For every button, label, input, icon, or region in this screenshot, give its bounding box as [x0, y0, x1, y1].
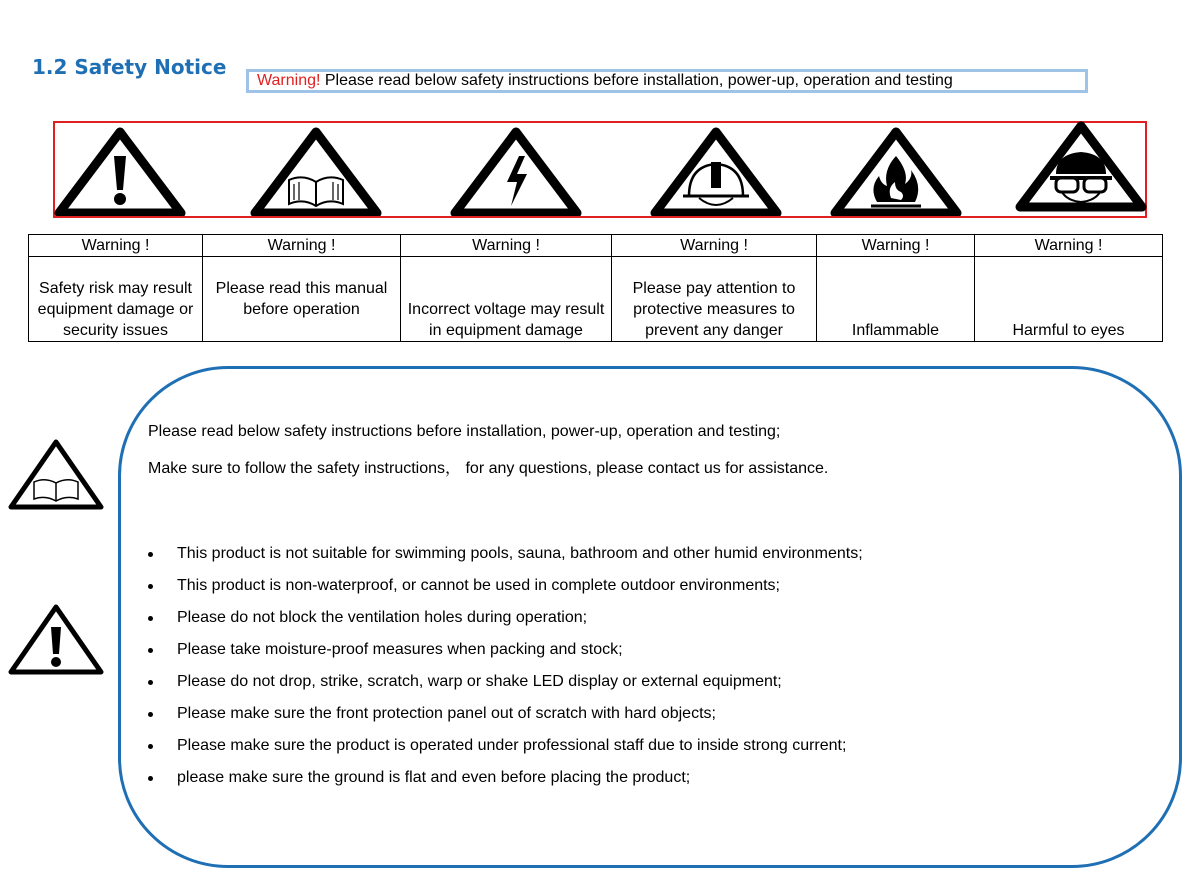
intro-line: Please read below safety instructions before installation, power-up, operation and testing;	[148, 423, 781, 440]
page-title: 1.2 Safety Notice	[32, 55, 227, 79]
bullet-icon	[148, 648, 153, 653]
table-header-cell: Warning !	[29, 235, 203, 257]
bullet-icon	[148, 680, 153, 685]
list-item	[148, 732, 863, 764]
exclamation-icon	[6, 602, 106, 676]
table-header-cell: Warning !	[612, 235, 817, 257]
table-row	[29, 257, 1163, 342]
table-header-cell: Warning !	[817, 235, 975, 257]
table-cell: Incorrect voltage may result in equipment damage	[401, 257, 612, 342]
manual-icon	[6, 437, 106, 511]
warning-label: Warning!	[257, 72, 321, 89]
warning-table	[28, 234, 1163, 342]
list-item-text: Please make sure the product is operated under professional staff due to inside strong current;	[177, 737, 847, 754]
exclamation-icon	[53, 126, 187, 216]
table-header-cell: Warning !	[203, 235, 401, 257]
list-item	[148, 572, 863, 604]
bullet-icon	[148, 776, 153, 781]
bullet-icon	[148, 744, 153, 749]
list-item	[148, 700, 863, 732]
table-header-cell: Warning !	[401, 235, 612, 257]
warning-banner	[246, 69, 1088, 93]
bullet-icon	[148, 616, 153, 621]
list-item	[148, 636, 863, 668]
warning-text: Please read below safety instructions before installation, power-up, operation and testing	[320, 72, 953, 89]
bullet-icon	[148, 552, 153, 557]
table-header-cell: Warning !	[975, 235, 1163, 257]
goggles-icon	[1014, 120, 1148, 214]
flame-icon	[829, 126, 963, 216]
list-item-text: Please do not drop, strike, scratch, warp or shake LED display or external equipment;	[177, 673, 782, 690]
list-item	[148, 604, 863, 636]
hazard-icon-band	[53, 121, 1147, 218]
table-cell: Please read this manual before operation	[203, 257, 401, 342]
intro-line: Make sure to follow the safety instructions， for any questions, please contact us for assistance.	[148, 460, 829, 477]
list-item-text: Please do not block the ventilation holes during operation;	[177, 609, 588, 626]
safety-rules-list	[148, 540, 863, 796]
table-header-row	[29, 235, 1163, 257]
table-cell: Inflammable	[817, 257, 975, 342]
table-cell: Please pay attention to protective measures to prevent any danger	[612, 257, 817, 342]
bullet-icon	[148, 712, 153, 717]
list-item-text: please make sure the ground is flat and even before placing the product;	[177, 769, 691, 786]
list-item	[148, 540, 863, 572]
list-item-text: Please make sure the front protection panel out of scratch with hard objects;	[177, 705, 716, 722]
manual-icon	[249, 126, 383, 216]
list-item	[148, 668, 863, 700]
helmet-icon	[649, 126, 783, 216]
list-item	[148, 764, 863, 796]
bullet-icon	[148, 584, 153, 589]
list-item-text: This product is non-waterproof, or cannot be used in complete outdoor environments;	[177, 577, 780, 594]
table-cell: Safety risk may result equipment damage or security issues	[29, 257, 203, 342]
list-item-text: Please take moisture-proof measures when packing and stock;	[177, 641, 623, 658]
list-item-text: This product is not suitable for swimming pools, sauna, bathroom and other humid environments;	[177, 545, 863, 562]
table-cell: Harmful to eyes	[975, 257, 1163, 342]
lightning-icon	[449, 126, 583, 216]
